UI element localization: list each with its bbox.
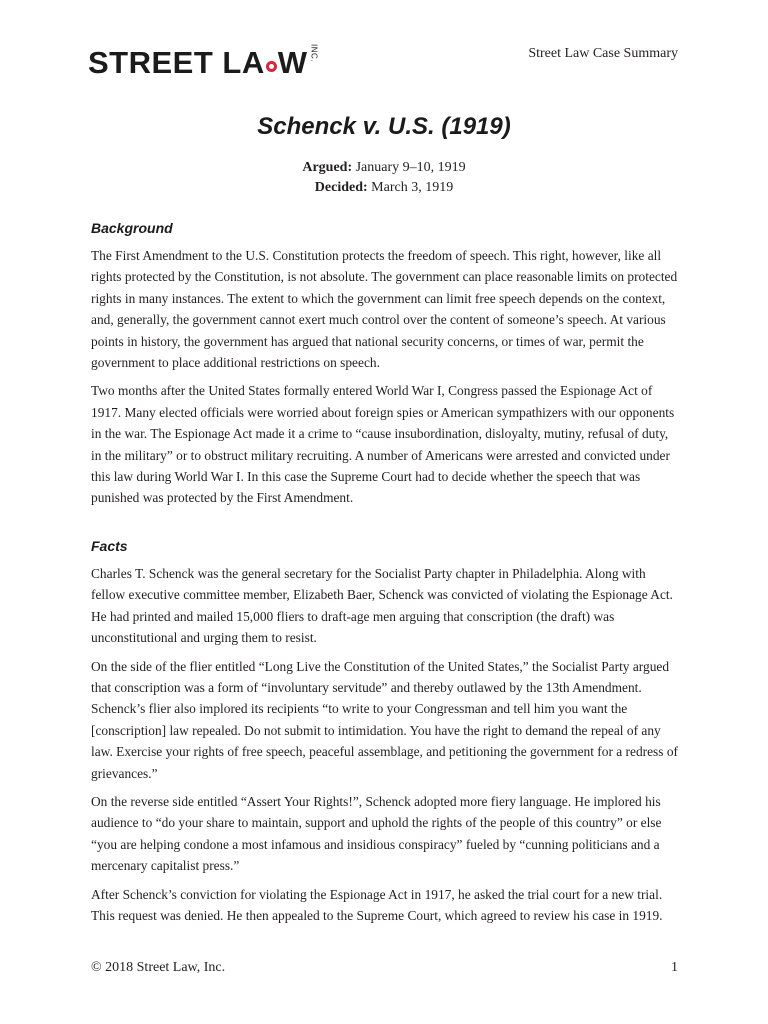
decided-line — [0, 178, 768, 198]
page-title: Schenck v. U.S. (1919) — [257, 113, 511, 140]
footer-page-number: 1 — [671, 960, 678, 975]
facts-paragraph: On the side of the flier entitled “Long Live the Constitution of the United States,” the Socialist Party argued that conscription was a form of “involuntary servitude” and thereby outlawed by the 13th Amendment. Schenck’s flier also implored its recipients “to write to your Congressman and tell him you want the [conscription] law repealed. Do not submit to intimidation. You have the right to demand the repeal of any law. Exercise your rights of free speech, peaceful assemblage, and petitioning the government for a redress of grievances.” — [91, 658, 678, 781]
facts-paragraph: On the reverse side entitled “Assert Your Rights!”, Schenck adopted more fiery language. He implored his audience to “do your share to maintain, support and uphold the rights of the people of this country” or else “you are helping condone a most infamous and insidious conspiracy” fueled by “cunning politicians and a mercenary capitalist press.” — [91, 793, 662, 874]
facts-heading: Facts — [91, 537, 128, 554]
decided-label: Decided: — [314, 180, 368, 195]
decided-value: March 3, 1919 — [371, 180, 454, 195]
footer-copyright: © 2018 Street Law, Inc. — [91, 960, 226, 975]
facts-paragraph: Charles T. Schenck was the general secretary for the Socialist Party chapter in Philadelphia. Along with fellow executive committee member, Elizabeth Baer, Schenck was convicted of violating the Espionage Act. He had printed and mailed 15,000 fliers to draft-age men arguing that conscription (the draft) was unconstitutional and urging them to resist. — [91, 565, 673, 646]
logo-wordmark-right: W — [277, 45, 308, 80]
section-spacer — [91, 516, 679, 536]
facts-paragraph: After Schenck’s conviction for violating the Espionage Act in 1917, he asked the trial court for a new trial. This request was denied. He then appealed to the Supreme Court, which agreed to review his case in 1919. — [91, 886, 663, 923]
document-body — [91, 218, 679, 933]
header-label: Street Law Case Summary — [528, 46, 678, 61]
argued-label: Argued: — [302, 160, 353, 175]
background-paragraph: The First Amendment to the U.S. Constitution protects the freedom of speech. This right, however, like all rights protected by the Constitution, is not absolute. The government can place reasonable limits on protected rights in many instances. The extent to which the government can limit free speech depends on the context, and, generally, the government cannot exert much control over the content of someone’s speech. At various points in history, the government has argued that national security concerns, or times of war, permit the government to place additional restrictions on speech. — [91, 248, 678, 371]
background-paragraph: Two months after the United States formally entered World War I, Congress passed the Espionage Act of 1917. Many elected officials were worried about foreign spies or American sympathizers with our opponents in the war. The Espionage Act made it a crime to “cause insubordination, disloyalty, mutiny, refusal of duty, in the military” or to obstruct military recruiting. A number of Americans were arrested and convicted under this law during World War I. In this case the Supreme Court had to decide whether the speech that was punished was protected by the First Amendment. — [91, 383, 675, 506]
logo-accent-icon — [266, 61, 277, 72]
street-law-logo — [88, 38, 319, 78]
logo-wordmark-left: STREET LA — [88, 45, 265, 80]
background-heading: Background — [91, 220, 173, 236]
argued-value: January 9–10, 1919 — [355, 160, 466, 175]
case-dates — [0, 158, 768, 198]
logo-inc: INC. — [309, 44, 319, 62]
argued-line — [0, 158, 768, 178]
